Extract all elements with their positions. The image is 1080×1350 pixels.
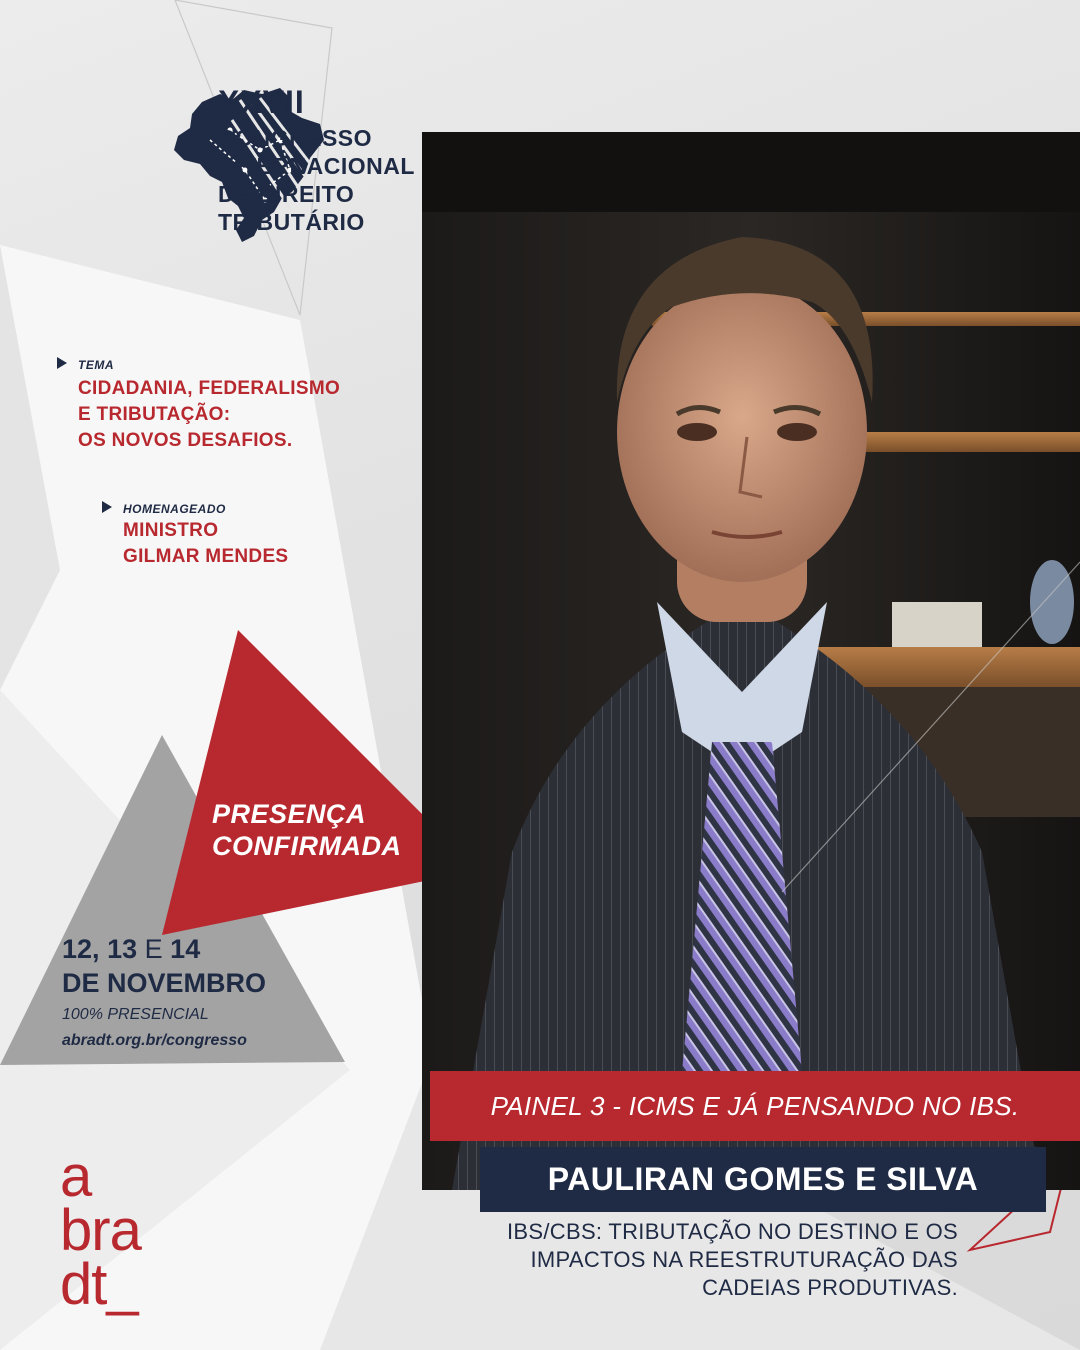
event-title (218, 124, 448, 236)
date-day: 14 (170, 934, 201, 964)
theme-line: CIDADANIA, FEDERALISMO (78, 378, 341, 399)
topic-line: CADEIAS PRODUTIVAS. (702, 1275, 958, 1300)
event-title-line: DE DIREITO (218, 181, 355, 207)
panel-title: PAINEL 3 - ICMS E JÁ PENSANDO NO IBS. (490, 1090, 1020, 1121)
event-dates (62, 932, 266, 1000)
play-arrow-icon (57, 357, 67, 369)
honoree-line: GILMAR MENDES (123, 546, 289, 567)
theme-line: E TRIBUTAÇÃO: (78, 404, 231, 425)
event-format: 100% PRESENCIAL (62, 1006, 209, 1023)
brand-line: dt_ (60, 1252, 138, 1317)
honoree-line: MINISTRO (123, 520, 219, 541)
presence-line: CONFIRMADA (212, 831, 402, 861)
date-day: 13 (107, 934, 138, 964)
event-website-link[interactable]: abradt.org.br/congresso (62, 1032, 247, 1049)
honoree-text (123, 518, 288, 570)
topic-line: IMPACTOS NA REESTRUTURAÇÃO DAS (530, 1247, 958, 1272)
play-arrow-icon (102, 501, 112, 513)
speaker-name: PAULIRAN GOMES E SILVA (547, 1161, 979, 1197)
brand-line: bra (60, 1198, 141, 1263)
presence-line: PRESENÇA (212, 799, 367, 829)
event-edition-numeral: XXVII (218, 84, 305, 120)
speaker-photo (422, 132, 1080, 1190)
date-separator: , (92, 934, 100, 964)
date-day: 12 (62, 934, 93, 964)
event-title-line: INTERNACIONAL (218, 153, 415, 179)
brand-line: a (60, 1144, 92, 1209)
honoree-label: HOMENAGEADO (123, 502, 226, 516)
date-month: DE NOVEMBRO (62, 968, 267, 998)
presence-confirmed-text (212, 798, 401, 862)
speaker-name-bar (480, 1147, 1046, 1212)
date-conjunction: E (144, 934, 163, 964)
abradt-logo (60, 1144, 141, 1317)
theme-line: OS NOVOS DESAFIOS. (78, 430, 293, 451)
theme-label: TEMA (78, 358, 114, 372)
theme-text (78, 376, 340, 454)
event-title-line: CONGRESSO (218, 125, 373, 151)
topic-line: IBS/CBS: TRIBUTAÇÃO NO DESTINO E OS (507, 1219, 958, 1244)
event-title-line: TRIBUTÁRIO (218, 209, 365, 235)
speaker-topic (398, 1218, 958, 1302)
panel-title-bar (430, 1071, 1080, 1141)
